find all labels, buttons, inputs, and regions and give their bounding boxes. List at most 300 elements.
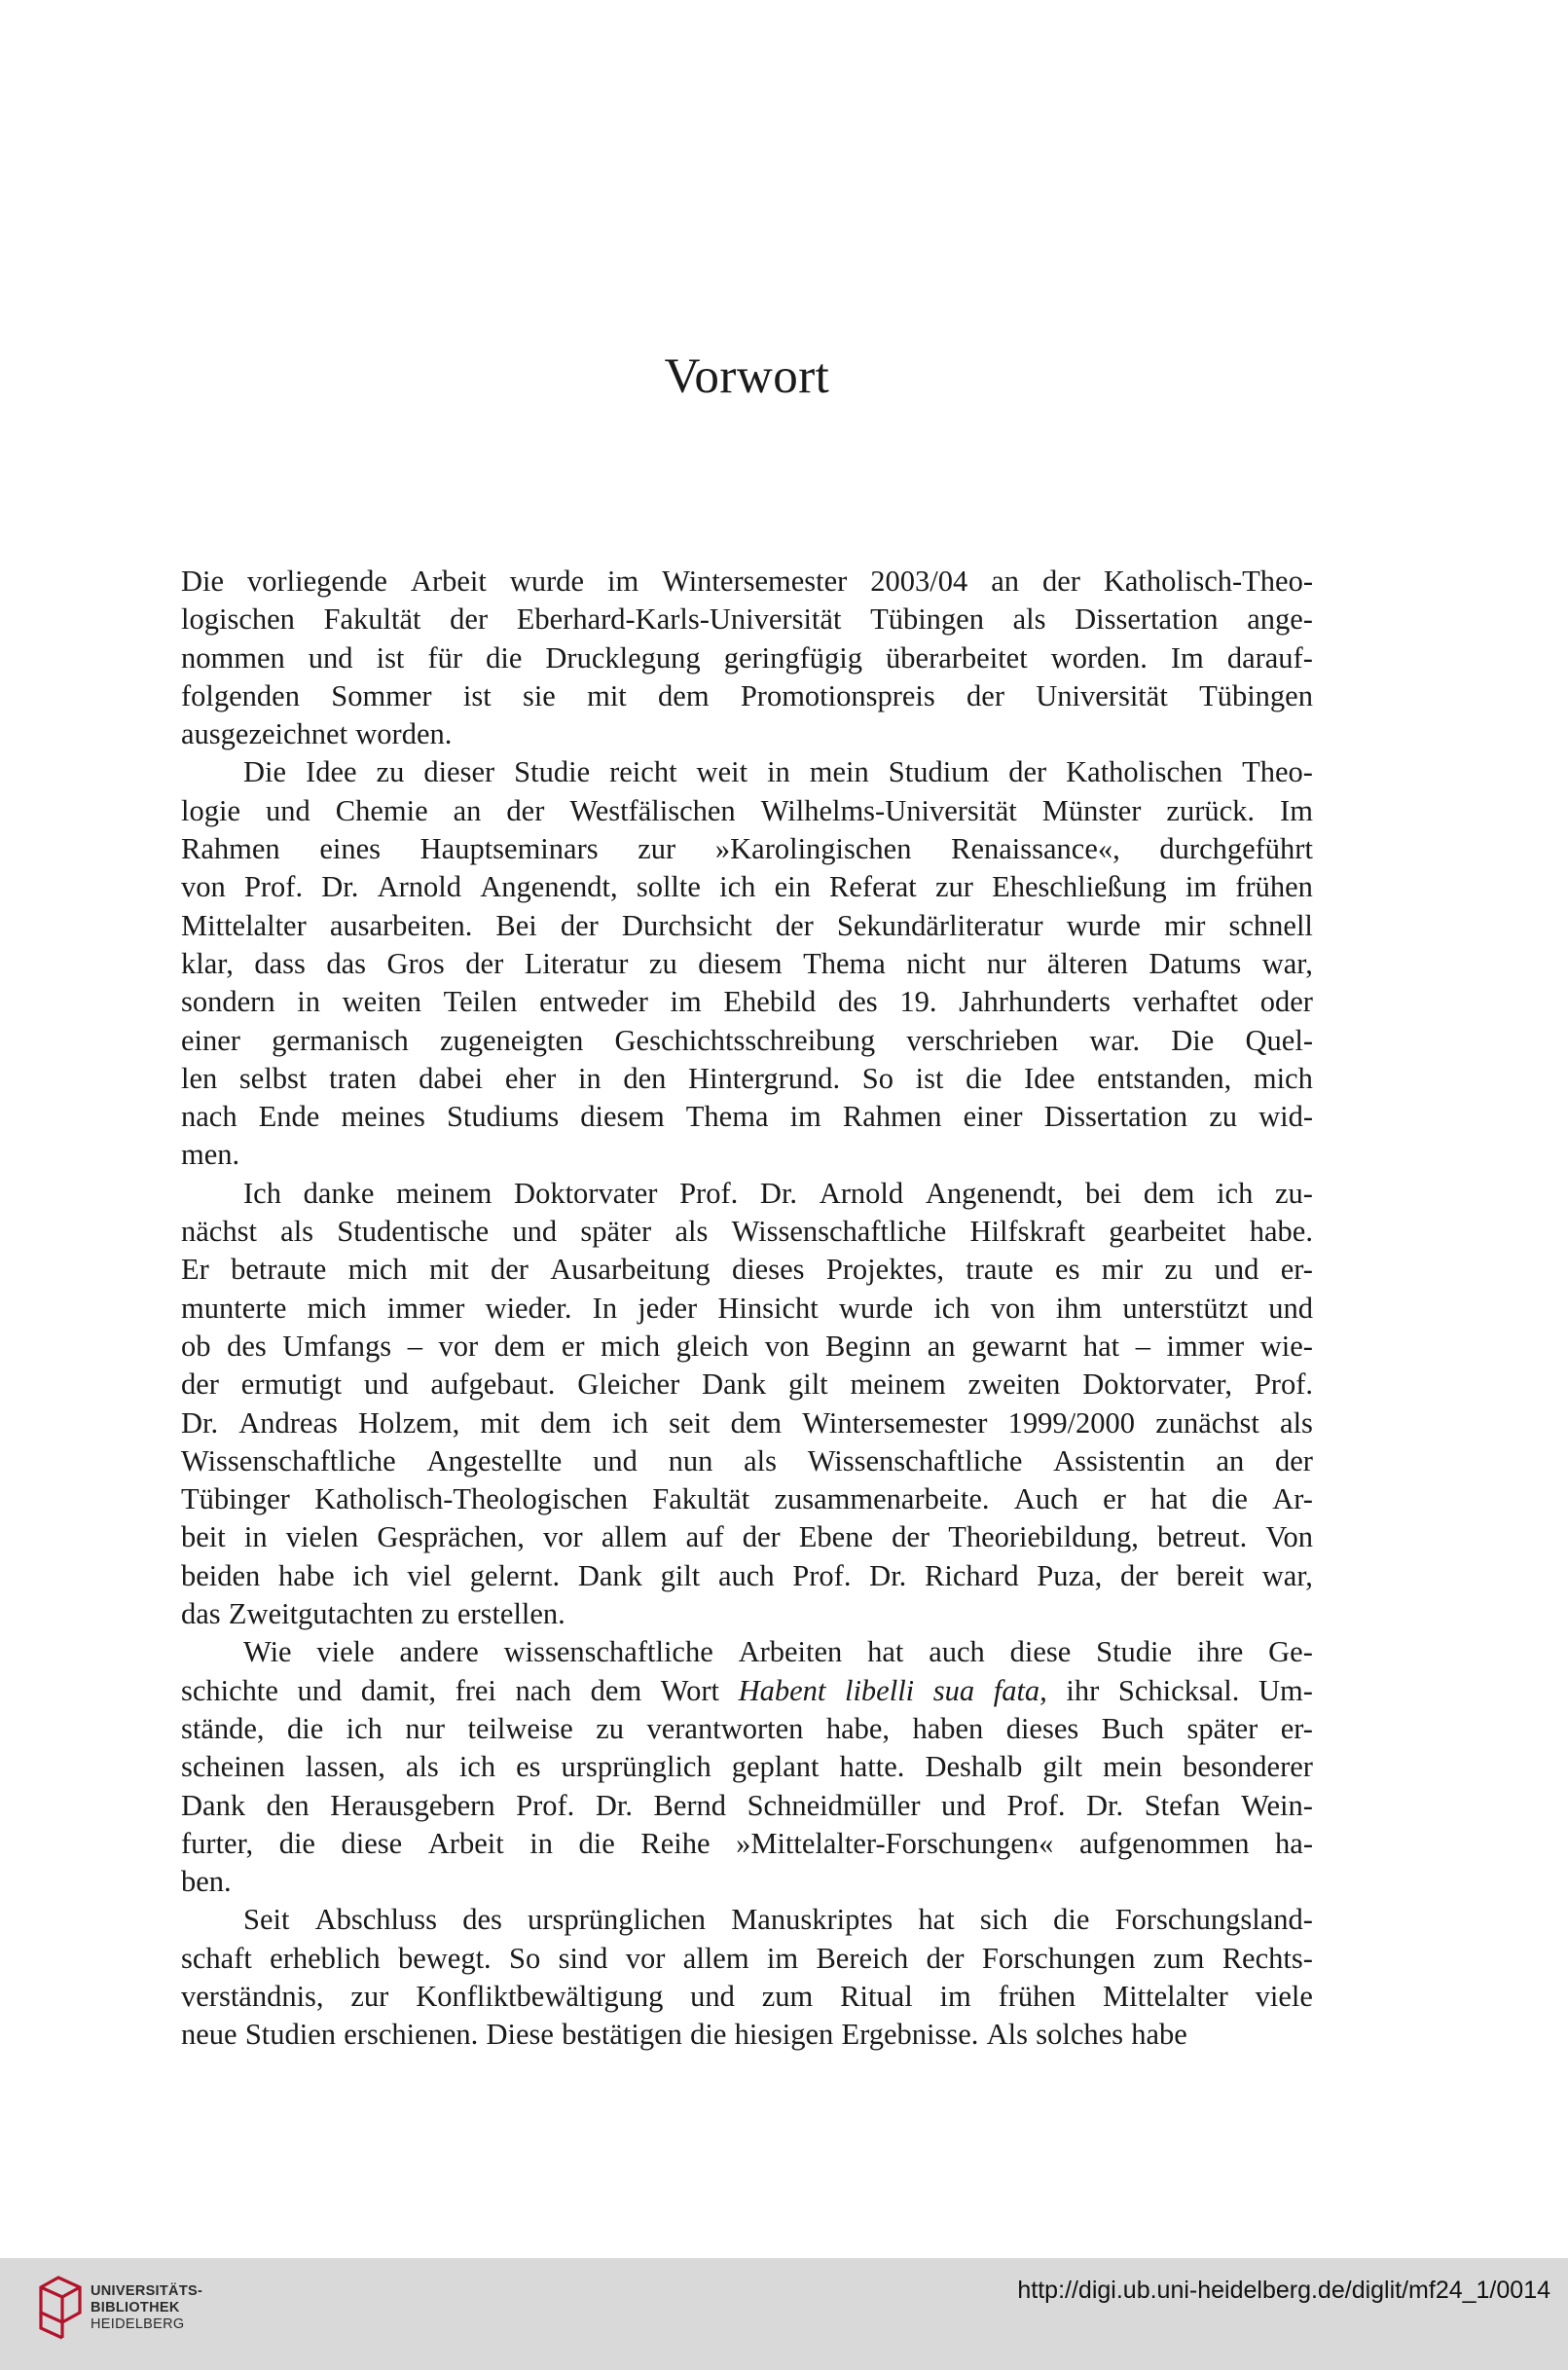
word: Theoriebildung, [948,1520,1139,1554]
word: Ausarbeitung [550,1253,711,1287]
word: als [1280,1405,1313,1440]
word: diesem [580,1100,665,1134]
word: besonderer [1183,1750,1313,1784]
word: im [1185,870,1218,904]
word: an [927,1329,956,1363]
word: Dissertation [1043,1100,1188,1134]
word: oder [1259,985,1313,1019]
word: Quel- [1245,1023,1313,1057]
word: len [181,1061,218,1095]
word: ihre [1196,1635,1244,1669]
word: geplant [731,1750,820,1784]
text-line [181,601,1313,638]
word: die [286,1711,324,1745]
word: der [1041,565,1080,598]
word: Doktorvater [514,1176,658,1210]
word: der [775,908,814,942]
text-line [181,1863,1313,1901]
word: allem [601,1520,668,1554]
word: Sommer [331,678,432,712]
word: hiesigen [734,2018,834,2052]
word: zurück. [1166,793,1256,827]
word: bewegt. [397,1941,492,1975]
text-line [181,1672,1313,1710]
word: mit [587,678,627,712]
word: Manuskriptes [731,1903,893,1937]
text-line [181,1213,1313,1251]
word: Arbeit [410,565,487,598]
text-line [181,1825,1313,1863]
text-line [181,945,1313,983]
word: nicht [906,946,966,980]
word: entstanden, [1097,1061,1232,1095]
text-line [181,1557,1313,1595]
word: Seit [243,1903,290,1937]
text-line [181,639,1313,677]
word: verantworten [646,1711,804,1745]
word: und [941,1788,986,1822]
word: bereit [1176,1558,1245,1592]
word: den [623,1061,667,1095]
word: Teilen [443,985,518,1019]
word: Ritual [840,1979,913,2013]
word: verständnis, [181,1979,324,2013]
word: auch [929,1635,985,1669]
word: ha- [1275,1826,1313,1860]
word: an [991,565,1019,598]
word: erschienen. [344,2018,479,2052]
word: den [266,1788,310,1822]
word: Ich [243,1176,281,1210]
word: ich [458,1750,496,1784]
word: Katholischen [1066,755,1223,789]
text-line [181,1442,1313,1480]
word: Konfliktbewältigung [416,1979,664,2013]
word: Arbeiten [738,1635,843,1669]
word: und [266,793,310,827]
word: sie [522,678,556,712]
word: meinem [850,1367,946,1402]
word: mich [307,1291,367,1325]
word: Jahrhunderts [959,985,1111,1019]
word: So [861,1061,894,1095]
word: gewarnt [971,1329,1068,1363]
word: der [1119,1558,1158,1592]
word: Forschungen [981,1941,1136,1975]
word: dabei [419,1061,484,1095]
word: aufgebaut. [430,1367,556,1402]
word: hat [1150,1482,1187,1516]
word: eher [504,1061,557,1095]
word: im [939,1979,971,2013]
text-line [181,1480,1313,1518]
word: nach [181,1100,237,1134]
text-line [181,563,1313,601]
word: ange- [1247,602,1313,637]
body-text [181,563,1313,2055]
word: Eheschließung [992,870,1167,904]
word: furter, [181,1826,254,1860]
word: älteren [1046,946,1128,980]
word: zur [934,870,973,904]
word: Diese [486,2018,554,2052]
word: Angestellte [426,1443,563,1477]
word: durchgeführt [1159,832,1313,866]
word: So [509,1941,541,1975]
word: Rahmen [181,832,280,866]
word: ursprünglichen [528,1903,707,1937]
text-line [181,983,1313,1021]
word: logischen [181,602,295,637]
word: Buch [1101,1711,1165,1745]
text-line [181,1022,1313,1060]
word: als [675,1215,709,1249]
word: Um- [1258,1673,1313,1707]
word: meines [341,1100,425,1134]
word: auf [685,1520,724,1554]
word: seit [669,1405,711,1440]
word: Wissenschaftliche [807,1443,1023,1477]
word: Westfälischen [569,793,736,827]
word: Im [1170,640,1204,675]
word: geringfügig [723,640,862,675]
word: Dr. [869,1558,907,1592]
word: mich [601,1329,661,1363]
word: Dr. [321,870,359,904]
word: traute [966,1253,1034,1287]
word: einer [963,1100,1023,1134]
word: Thema [803,946,886,980]
word: Drucklegung [545,640,701,675]
word: logie [181,793,240,827]
word: Prof. [792,1558,852,1592]
word: zu [420,1597,450,1631]
text-line [181,1175,1313,1213]
word: Literatur [524,946,629,980]
word: lassen, [305,1750,385,1784]
word: Tübinger [181,1482,290,1516]
word: In [592,1291,618,1325]
word: in [767,755,790,789]
word: es [516,1750,541,1784]
word: Assistentin [1053,1443,1185,1477]
word: Theo- [1242,755,1313,789]
word: gleich [675,1329,749,1363]
word: vor [625,1941,666,1975]
word: später [580,1215,652,1249]
word: mich [1253,1061,1313,1095]
word: frühen [998,1979,1076,2013]
word: war. [1089,1023,1141,1057]
word: ursprünglich [561,1750,711,1784]
word: Prof. [1254,1367,1313,1402]
word: Ge- [1268,1635,1313,1669]
word: als [280,1215,314,1249]
word: Prof. [679,1176,739,1210]
text-line [181,830,1313,868]
word: die [486,640,523,675]
word: Referat [829,870,917,904]
word: Dank [577,1558,642,1592]
word: der [1275,1443,1313,1477]
word: Bereich [816,1941,909,1975]
word: Wissenschaftliche [731,1215,947,1249]
word: mit [429,1253,469,1287]
word: an [1216,1443,1245,1477]
word: schichte [181,1673,278,1707]
library-name-line: UNIVERSITÄTS- [91,2283,203,2299]
word: Wein- [1241,1788,1313,1822]
word: meinem [396,1176,492,1210]
word: Dr. [181,1405,219,1440]
word: damit, [360,1673,436,1707]
word: Stefan [1144,1788,1221,1822]
word: stände, [181,1711,265,1745]
word: Doktorvater, [1082,1367,1232,1402]
word: er- [1280,1711,1313,1745]
word: bei [1084,1176,1122,1210]
word: vielen [285,1520,359,1554]
word: ausgezeichnet [181,717,348,751]
word: ich [611,1405,649,1440]
word: Ende [258,1100,320,1134]
word: der [560,908,599,942]
text-line [181,1978,1313,2016]
word: 1999/2000 [1007,1405,1136,1440]
word: ist [462,678,492,712]
word: – [407,1329,422,1363]
word: Münster [1041,793,1142,827]
word: zunächst [1155,1405,1259,1440]
word: Angenendt, [480,870,618,904]
word: Tübingen [870,602,984,637]
word: Chemie [335,793,428,827]
word: der [181,1367,219,1402]
word: Wintersemester [662,565,848,598]
word: Umfangs [282,1329,392,1363]
word: zugeneigten [439,1023,584,1057]
word: Katholisch-Theologischen [314,1482,628,1516]
word: Reihe [640,1826,711,1860]
page-title: Vorwort [664,349,830,404]
word: Deshalb [925,1750,1023,1784]
word: darauf- [1226,640,1313,675]
text-line [181,1518,1313,1556]
word: gearbeitet [1109,1215,1226,1249]
word: folgenden [181,678,300,712]
word: Richard [925,1558,1019,1592]
word: 2003/04 [870,565,968,598]
word: dieses [1005,1711,1079,1745]
library-name-line: HEIDELBERG [91,2316,185,2332]
word: dieser [423,755,495,789]
text-line [181,1136,1313,1174]
word: Auch [1013,1482,1078,1516]
word: fata, [993,1673,1047,1707]
word: Datums [1149,946,1242,980]
word: Hilfskraft [969,1215,1086,1249]
word: betreut. [1156,1520,1248,1554]
library-name [91,2283,202,2333]
word: er- [1280,1253,1313,1287]
word: Hinsicht [717,1291,819,1325]
word: zu [1209,1100,1237,1134]
word: Beginn [825,1329,912,1363]
word: und [512,1215,558,1249]
word: allem [682,1941,749,1975]
word: die [1053,1903,1090,1937]
word: sich [979,1903,1028,1937]
word: nur [405,1711,446,1745]
word: diese [1009,1635,1072,1669]
word: Studiums [446,1100,560,1134]
word: wurde [1066,908,1141,942]
word: ihr [1066,1673,1100,1707]
word: zur [638,832,676,866]
word: Dr. [759,1176,798,1210]
word: viele [1255,1979,1313,2013]
word: Studie [514,755,591,789]
word: für [427,640,463,675]
word: von [764,1329,810,1363]
word: habe. [1249,1215,1313,1249]
word: Puza, [1037,1558,1103,1592]
word: von [990,1291,1036,1325]
word: der [892,1520,930,1554]
word: schaft [181,1941,252,1975]
word: germanisch [272,1023,409,1057]
word: Ergebnisse. [841,2018,979,2052]
word: Dr. [1086,1788,1124,1822]
word: Rahmen [842,1100,942,1134]
text-line [181,1748,1313,1786]
word: gilt [1042,1750,1083,1784]
word: Abschluss [314,1903,438,1937]
text-line [181,1060,1313,1098]
text-line [181,868,1313,906]
word: Er [181,1253,209,1287]
word: Dank [702,1367,767,1402]
word: unterstützt [1122,1291,1249,1325]
word: des [227,1329,267,1363]
word: beiden [181,1558,261,1592]
word: später [1186,1711,1258,1745]
word: der [1008,755,1047,789]
word: immer [386,1291,465,1325]
word: der [491,1253,529,1287]
word: Ebene [798,1520,874,1554]
text-line [181,1901,1313,1939]
word: ermutigt [240,1367,343,1402]
word: selbst [238,1061,308,1095]
word: der [506,793,545,827]
word: der [465,946,504,980]
text-line [181,1595,1313,1633]
word: »Mittelalter-Forschungen« [736,1826,1054,1860]
library-name-line: BIBLIOTHEK [91,2300,180,2315]
word: dem [658,678,710,712]
word: überarbeitet [886,640,1028,675]
text-line [181,2016,1313,2054]
text-line [181,792,1313,830]
word: Geschichtsschreibung [614,1023,876,1057]
word: Gros [386,946,445,980]
word: der [926,1941,965,1975]
word: in [297,985,320,1019]
word: Ar- [1272,1482,1313,1516]
word: nun [668,1443,713,1477]
word: im [789,1100,821,1134]
word: Prof. [516,1788,575,1822]
word: sind [558,1941,608,1975]
word: Arnold [819,1176,904,1210]
word: Sekundärliteratur [836,908,1043,942]
word: klar, [181,946,234,980]
word: eines [319,832,381,866]
word: der [966,678,1004,712]
source-url[interactable]: http://digi.ub.uni-heidelberg.de/diglit/mf24_1/0014 [1017,2277,1550,2304]
word: des [462,1903,502,1937]
text-line [181,1366,1313,1404]
word: Studie [1096,1635,1173,1669]
word: hat [918,1903,955,1937]
word: Durchsicht [621,908,752,942]
word: sondern [181,985,275,1019]
word: in [529,1826,553,1860]
word: viele [316,1635,375,1669]
word: »Karolingischen [714,832,912,866]
text-line [181,1251,1313,1289]
word: zweiten [967,1367,1061,1402]
word: Thema [685,1100,769,1134]
word: des [837,985,878,1019]
text-line [181,1710,1313,1748]
word: zum [761,1979,814,2013]
word: gelernt. [469,1558,561,1592]
word: zu [1164,1253,1193,1287]
word: weiten [342,985,421,1019]
word: ein [774,870,811,904]
word: Wilhelms-Universität [760,793,1017,827]
word: mir [1164,908,1206,942]
word: als [1012,602,1046,637]
word: Studium [888,755,990,789]
word: wie- [1259,1329,1313,1363]
word: Schneidmüller [747,1788,921,1822]
word: habe, [825,1711,891,1745]
word: wurde [838,1291,914,1325]
word: neue [181,2018,237,2052]
word: Zweitgutachten [228,1597,414,1631]
text-line [181,907,1313,945]
word: einer [181,1023,240,1057]
word: dem [493,1329,546,1363]
word: erheblich [270,1941,381,1975]
word: Tübingen [1199,678,1313,712]
text-line [181,1098,1313,1136]
word: Mittelalter [181,908,307,942]
word: er [1103,1482,1126,1516]
word: bestätigen [562,2018,682,2052]
word: Arbeit [427,1826,504,1860]
word: Die [243,755,287,789]
word: hatte. [839,1750,905,1784]
word: Von [1265,1520,1313,1554]
word: und [1214,1253,1259,1287]
word: mich [347,1253,408,1287]
word: traten [329,1061,397,1095]
word: an [453,793,482,827]
